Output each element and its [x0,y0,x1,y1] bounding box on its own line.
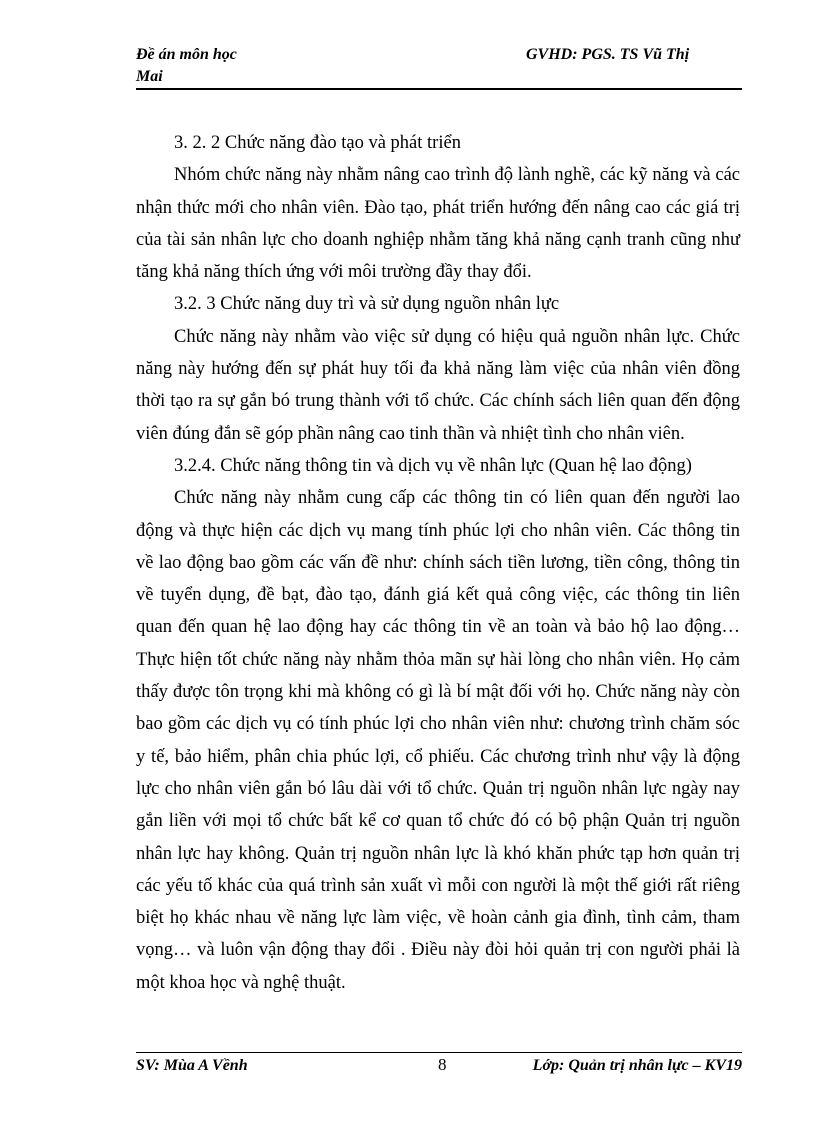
section-heading-3-2-2: 3. 2. 2 Chức năng đào tạo và phát triển [174,133,461,153]
class-name: Lớp: Quản trị nhân lực – KV19 [532,1057,742,1074]
paragraph-training: Nhóm chức năng này nhằm nâng cao trình độ lành nghề, các kỹ năng và các nhận thức mới cho nhân viên. Đào tạo, phát triển hướng đến nâng cao các giá trị của tài sản nhân lực cho doanh nghiệp nhằm tăng khả năng cạnh tranh cũng như tăng khả năng thích ứng với môi trường đầy thay đổi. [136,165,740,283]
paragraph-maintenance: Chức năng này nhằm vào việc sử dụng có hiệu quả nguồn nhân lực. Chức năng này hướng đến sự phát huy tối đa khả năng làm việc của nhân viên đồng thời tạo ra sự gắn bó trung thành với tổ chức. Các chính sách liên quan đến động viên đúng đắn sẽ góp phần nâng cao tinh thần và nhiệt tình cho nhân viên. [136,326,740,444]
page-number: 8 [438,1055,447,1074]
page-footer [136,1052,742,1079]
section-heading-3-2-4: 3.2.4. Chức năng thông tin và dịch vụ về nhân lực (Quan hệ lao động) [174,455,692,476]
section-heading-3-2-3: 3.2. 3 Chức năng duy trì và sử dụng nguồn nhân lực [174,294,560,315]
document-body [136,127,740,999]
page-header [136,44,742,90]
course-title-line1: Đề án môn học [136,46,237,63]
course-title [136,44,237,88]
paragraph-information-services: Chức năng này nhằm cung cấp các thông tin có liên quan đến người lao động và thực hiện các dịch vụ mang tính phúc lợi cho nhân viên. Các thông tin về lao động bao gồm các vấn đề như: chính sách tiền lương, tiền công, thông tin về tuyển dụng, đề bạt, đào tạo, đánh giá kết quả công việc, các thông tin liên quan đến quan hệ lao động hay các thông tin về an toàn và bảo hộ lao động… Thực hiện tốt chức năng này nhằm thỏa mãn sự hài lòng cho nhân viên. Họ cảm thấy được tôn trọng khi mà không có gì là bí mật đối với họ. Chức năng này còn bao gồm các dịch vụ có tính phúc lợi cho nhân viên như: chương trình chăm sóc y tế, bảo hiểm, phân chia phúc lợi, cổ phiếu. Các chương trình như vậy là động lực cho nhân viên gắn bó lâu dài với tổ chức. Quản trị nguồn nhân lực ngày nay gắn liền với mọi tổ chức bất kể cơ quan tổ chức đó có bộ phận Quản trị nguồn nhân lực hay không. Quản trị nguồn nhân lực là khó khăn phức tạp hơn quản trị các yếu tố khác của quá trình sản xuất vì mỗi con người là một thế giới rất riêng biệt họ khác nhau về năng lực làm việc, về hoàn cảnh gia đình, tình cảm, tham vọng… và luôn vận động thay đổi . Điều này đòi hỏi quản trị con người phải là một khoa học và nghệ thuật. [136,488,740,993]
course-title-line2: Mai [136,68,163,85]
student-name: SV: Mùa A Vềnh [136,1057,248,1074]
supervisor: GVHD: PGS. TS Vũ Thị [526,46,690,63]
